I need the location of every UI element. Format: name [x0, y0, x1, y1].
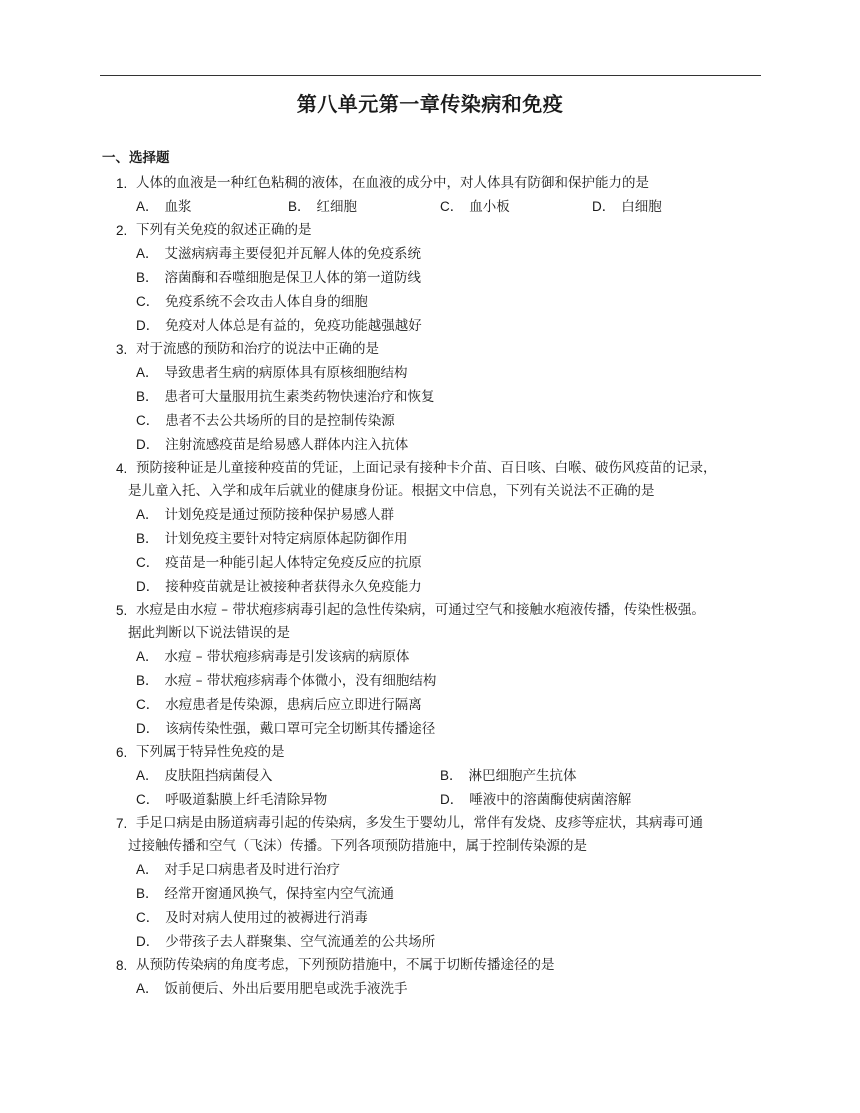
- question-number: 8.: [116, 958, 128, 973]
- option-text: 呼吸道黏膜上纤毛清除异物: [165, 792, 328, 808]
- option-d[interactable]: [592, 195, 744, 219]
- option-a[interactable]: [136, 361, 408, 385]
- option-label: A．: [136, 768, 159, 783]
- question-stem: 从预防传染病的角度考虑，下列预防措施中，不属于切断传播途径的是: [136, 957, 555, 973]
- question-stem: 水痘是由水痘 – 带状疱疹病毒引起的急性传染病，可通过空气和接触水疱液传播，传染性极强。: [136, 602, 705, 618]
- option-label: B．: [288, 199, 311, 214]
- option-label: A．: [136, 365, 159, 380]
- options: [0, 242, 860, 338]
- option-label: B．: [440, 768, 463, 783]
- question-stem-continued: 据此判断以下说法错误的是: [128, 625, 290, 641]
- option-label: C．: [136, 555, 160, 570]
- option-label: C．: [136, 413, 160, 428]
- header-rule: [100, 75, 761, 76]
- option-label: D．: [592, 199, 616, 214]
- option-b[interactable]: [136, 527, 408, 551]
- question-number: 4.: [116, 461, 128, 476]
- option-label: A．: [136, 981, 159, 996]
- question-stem: 下列属于特异性免疫的是: [136, 744, 285, 760]
- question-stem-continued: 过接触传播和空气（飞沫）传播。下列各项预防措施中，属于控制传染源的是: [128, 838, 587, 854]
- question-2: [0, 219, 860, 338]
- question-6: [0, 741, 860, 812]
- option-text: 白细胞: [621, 199, 662, 215]
- option-label: D．: [136, 437, 160, 452]
- option-c[interactable]: [136, 551, 422, 575]
- options: [0, 858, 860, 954]
- options: [0, 645, 860, 741]
- option-a[interactable]: [136, 503, 394, 527]
- option-d[interactable]: [136, 575, 422, 599]
- option-a[interactable]: [136, 977, 408, 1001]
- option-d[interactable]: [136, 314, 422, 338]
- option-text: 溶菌酶和吞噬细胞是保卫人体的第一道防线: [164, 270, 422, 286]
- option-label: C．: [136, 294, 160, 309]
- option-label: C．: [136, 697, 160, 712]
- option-label: B．: [136, 886, 159, 901]
- option-label: B．: [136, 270, 159, 285]
- option-text: 对手足口病患者及时进行治疗: [164, 862, 341, 878]
- option-c[interactable]: [136, 409, 395, 433]
- question-stem-continued: 是儿童入托、入学和成年后就业的健康身份证。根据文中信息，下列有关说法不正确的是: [128, 483, 655, 499]
- option-label: D．: [440, 792, 464, 807]
- option-text: 疫苗是一种能引起人体特定免疫反应的抗原: [165, 555, 422, 571]
- option-text: 红细胞: [316, 199, 358, 215]
- option-label: B．: [136, 389, 159, 404]
- option-b[interactable]: [440, 764, 744, 788]
- question-stem: 人体的血液是一种红色粘稠的液体，在血液的成分中，对人体具有防御和保护能力的是: [136, 175, 649, 191]
- option-a[interactable]: [136, 645, 409, 669]
- option-b[interactable]: [136, 669, 436, 693]
- option-label: D．: [136, 318, 160, 333]
- question-5: [0, 599, 860, 741]
- option-a[interactable]: [136, 764, 440, 788]
- option-text: 计划免疫是通过预防接种保护易感人群: [164, 507, 395, 523]
- option-b[interactable]: [136, 385, 435, 409]
- option-a[interactable]: [136, 242, 421, 266]
- option-text: 患者可大量服用抗生素类药物快速治疗和恢复: [164, 389, 435, 405]
- option-text: 唾液中的溶菌酶使病菌溶解: [469, 792, 632, 808]
- option-label: A．: [136, 862, 159, 877]
- question-stem: 预防接种证是儿童接种疫苗的凭证，上面记录有接种卡介苗、百日咳、白喉、破伤风疫苗的记录，: [136, 460, 717, 476]
- question-stem: 手足口病是由肠道病毒引起的传染病，多发生于婴幼儿，常伴有发烧、皮疹等症状，其病毒可通: [136, 815, 703, 831]
- option-text: 水痘患者是传染源，患病后应立即进行隔离: [165, 697, 422, 713]
- question-number: 7.: [116, 816, 128, 831]
- option-text: 血小板: [469, 199, 510, 215]
- option-text: 该病传染性强，戴口罩可完全切断其传播途径: [165, 721, 436, 737]
- question-number: 2.: [116, 223, 128, 238]
- option-label: A．: [136, 507, 159, 522]
- option-text: 水痘 – 带状疱疹病毒是引发该病的病原体: [164, 649, 410, 665]
- question-8: [0, 954, 860, 1001]
- option-b[interactable]: [136, 266, 421, 290]
- option-label: D．: [136, 579, 160, 594]
- option-d[interactable]: [136, 717, 435, 741]
- option-label: D．: [136, 721, 160, 736]
- options: [0, 764, 860, 812]
- options: [0, 361, 860, 457]
- option-c[interactable]: [136, 906, 368, 930]
- options: [0, 503, 860, 599]
- option-text: 经常开窗通风换气，保持室内空气流通: [164, 886, 395, 902]
- option-text: 导致患者生病的病原体具有原核细胞结构: [164, 365, 408, 381]
- question-stem: 下列有关免疫的叙述正确的是: [136, 222, 312, 238]
- option-text: 免疫对人体总是有益的，免疫功能越强越好: [165, 318, 422, 334]
- option-c[interactable]: [136, 788, 440, 812]
- option-label: B．: [136, 673, 159, 688]
- option-label: C．: [136, 910, 160, 925]
- option-text: 计划免疫主要针对特定病原体起防御作用: [164, 531, 408, 547]
- question-stem: 对于流感的预防和治疗的说法中正确的是: [136, 341, 379, 357]
- option-text: 注射流感疫苗是给易感人群体内注入抗体: [165, 437, 409, 453]
- option-text: 血浆: [164, 199, 192, 215]
- option-label: A．: [136, 649, 159, 664]
- option-b[interactable]: [288, 195, 440, 219]
- question-7: [0, 812, 860, 954]
- option-text: 淋巴细胞产生抗体: [468, 768, 577, 784]
- option-c[interactable]: [136, 693, 422, 717]
- question-number: 3.: [116, 342, 128, 357]
- option-c[interactable]: [440, 195, 592, 219]
- option-text: 少带孩子去人群聚集、空气流通差的公共场所: [165, 934, 436, 950]
- options: [0, 195, 860, 219]
- section-heading: 一、选择题: [102, 150, 170, 166]
- option-a[interactable]: [136, 195, 288, 219]
- option-c[interactable]: [136, 290, 368, 314]
- question-4: [0, 457, 860, 599]
- option-text: 免疫系统不会攻击人体自身的细胞: [165, 294, 368, 310]
- option-text: 水痘 – 带状疱疹病毒个体微小，没有细胞结构: [164, 673, 437, 689]
- option-label: D．: [136, 934, 160, 949]
- option-text: 皮肤阻挡病菌侵入: [164, 768, 273, 784]
- option-b[interactable]: [136, 882, 394, 906]
- option-d[interactable]: [440, 788, 744, 812]
- option-text: 患者不去公共场所的目的是控制传染源: [165, 413, 395, 429]
- page-title: 第八单元第一章传染病和免疫: [296, 92, 564, 116]
- question-number: 5.: [116, 603, 128, 618]
- option-d[interactable]: [136, 433, 408, 457]
- question-number: 6.: [116, 745, 128, 760]
- option-label: A．: [136, 246, 159, 261]
- option-text: 及时对病人使用过的被褥进行消毒: [165, 910, 368, 926]
- option-label: B．: [136, 531, 159, 546]
- option-label: C．: [440, 199, 464, 214]
- question-1: [0, 172, 860, 219]
- option-text: 艾滋病病毒主要侵犯并瓦解人体的免疫系统: [164, 246, 422, 262]
- option-a[interactable]: [136, 858, 340, 882]
- question-number: 1.: [116, 176, 128, 191]
- option-label: C．: [136, 792, 160, 807]
- option-text: 饭前便后、外出后要用肥皂或洗手液洗手: [164, 981, 408, 997]
- question-list: [0, 172, 860, 1001]
- option-d[interactable]: [136, 930, 435, 954]
- question-3: [0, 338, 860, 457]
- option-label: A．: [136, 199, 159, 214]
- options: [0, 977, 860, 1001]
- option-text: 接种疫苗就是让被接种者获得永久免疫能力: [165, 579, 422, 595]
